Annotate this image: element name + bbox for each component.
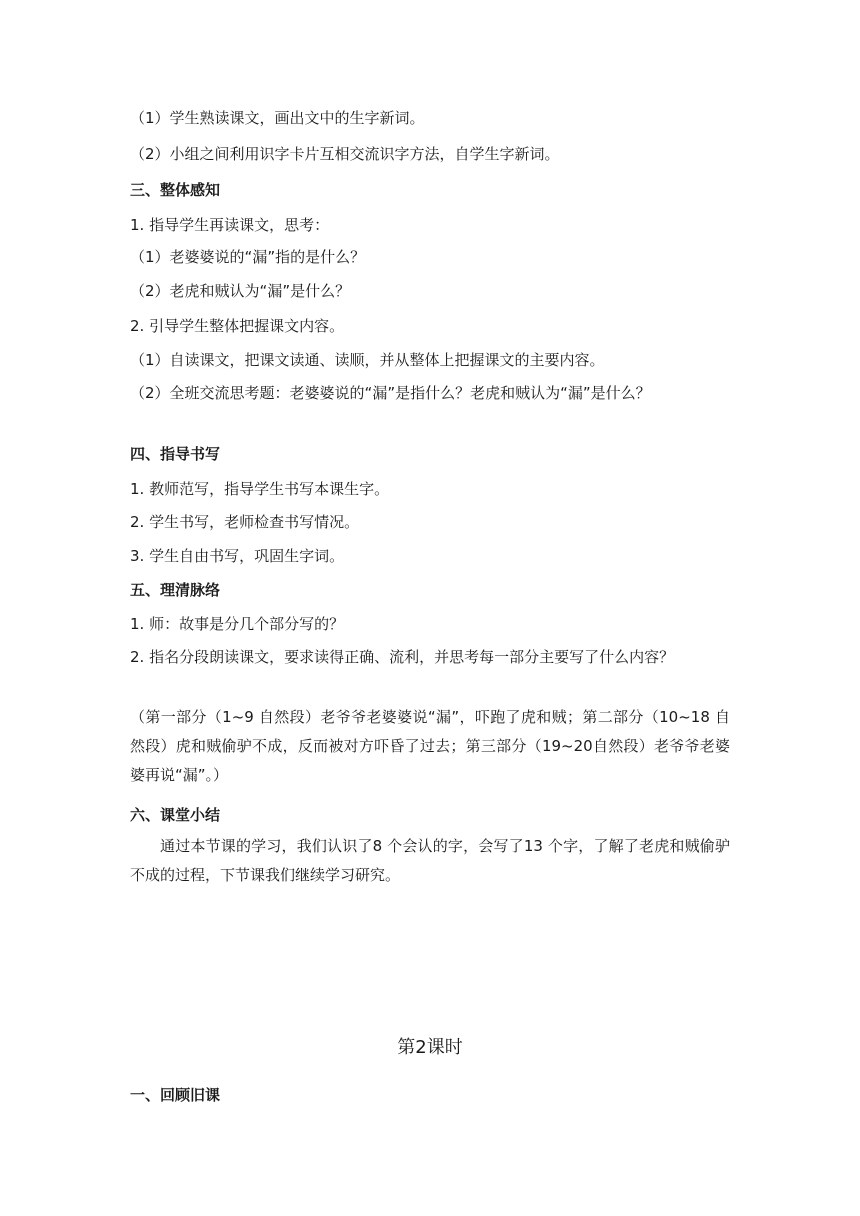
section5-answer: （第一部分（1~9 自然段）老爷爷老婆婆说“漏”，吓跑了虎和贼；第二部分（10~18 自然段）虎和贼偷驴不成，反而被对方吓昏了过去；第三部分（19~20自然段）老爷爷老婆婆再说“漏”。） [130, 708, 730, 784]
section3-heading: 三、整体感知 [130, 181, 221, 199]
section4-p2: 2. 学生书写，老师检查书写情况。 [130, 513, 360, 531]
section3-p2-2: （2）全班交流思考题：老婆婆说的“漏”是指什么？老虎和贼认为“漏”是什么？ [130, 384, 651, 402]
section3-p1-2: （2）老虎和贼认为“漏”是什么？ [130, 282, 351, 300]
section5-p2: 2. 指名分段朗读课文，要求读得正确、流利，并思考每一部分主要写了什么内容？ [130, 648, 675, 666]
section5-p1: 1. 师：故事是分几个部分写的？ [130, 615, 345, 633]
section3-p1: 1. 指导学生再读课文，思考： [130, 216, 330, 234]
section6-heading: 六、课堂小结 [130, 806, 221, 824]
section2-item1: （1）学生熟读课文，画出文中的生字新词。 [130, 109, 425, 127]
lesson2-title: 第2课时 [397, 1037, 463, 1058]
section3-p2-1: （1）自读课文，把课文读通、读顺，并从整体上把握课文的主要内容。 [130, 351, 605, 369]
section5-heading: 五、理清脉络 [130, 581, 221, 599]
lesson2-heading1: 一、回顾旧课 [130, 1086, 221, 1104]
section3-p2: 2. 引导学生整体把握课文内容。 [130, 317, 345, 335]
section6-summary: 通过本节课的学习，我们认识了8 个会认的字，会写了13 个字，了解了老虎和贼偷驴不成的过程，下节课我们继续学习研究。 [130, 837, 730, 884]
section4-heading: 四、指导书写 [130, 445, 221, 463]
section3-p1-1: （1）老婆婆说的“漏”指的是什么？ [130, 248, 366, 266]
section4-p3: 3. 学生自由书写，巩固生字词。 [130, 547, 345, 565]
section4-p1: 1. 教师范写，指导学生书写本课生字。 [130, 480, 390, 498]
section2-item2: （2）小组之间利用识字卡片互相交流识字方法，自学生字新词。 [130, 145, 560, 163]
